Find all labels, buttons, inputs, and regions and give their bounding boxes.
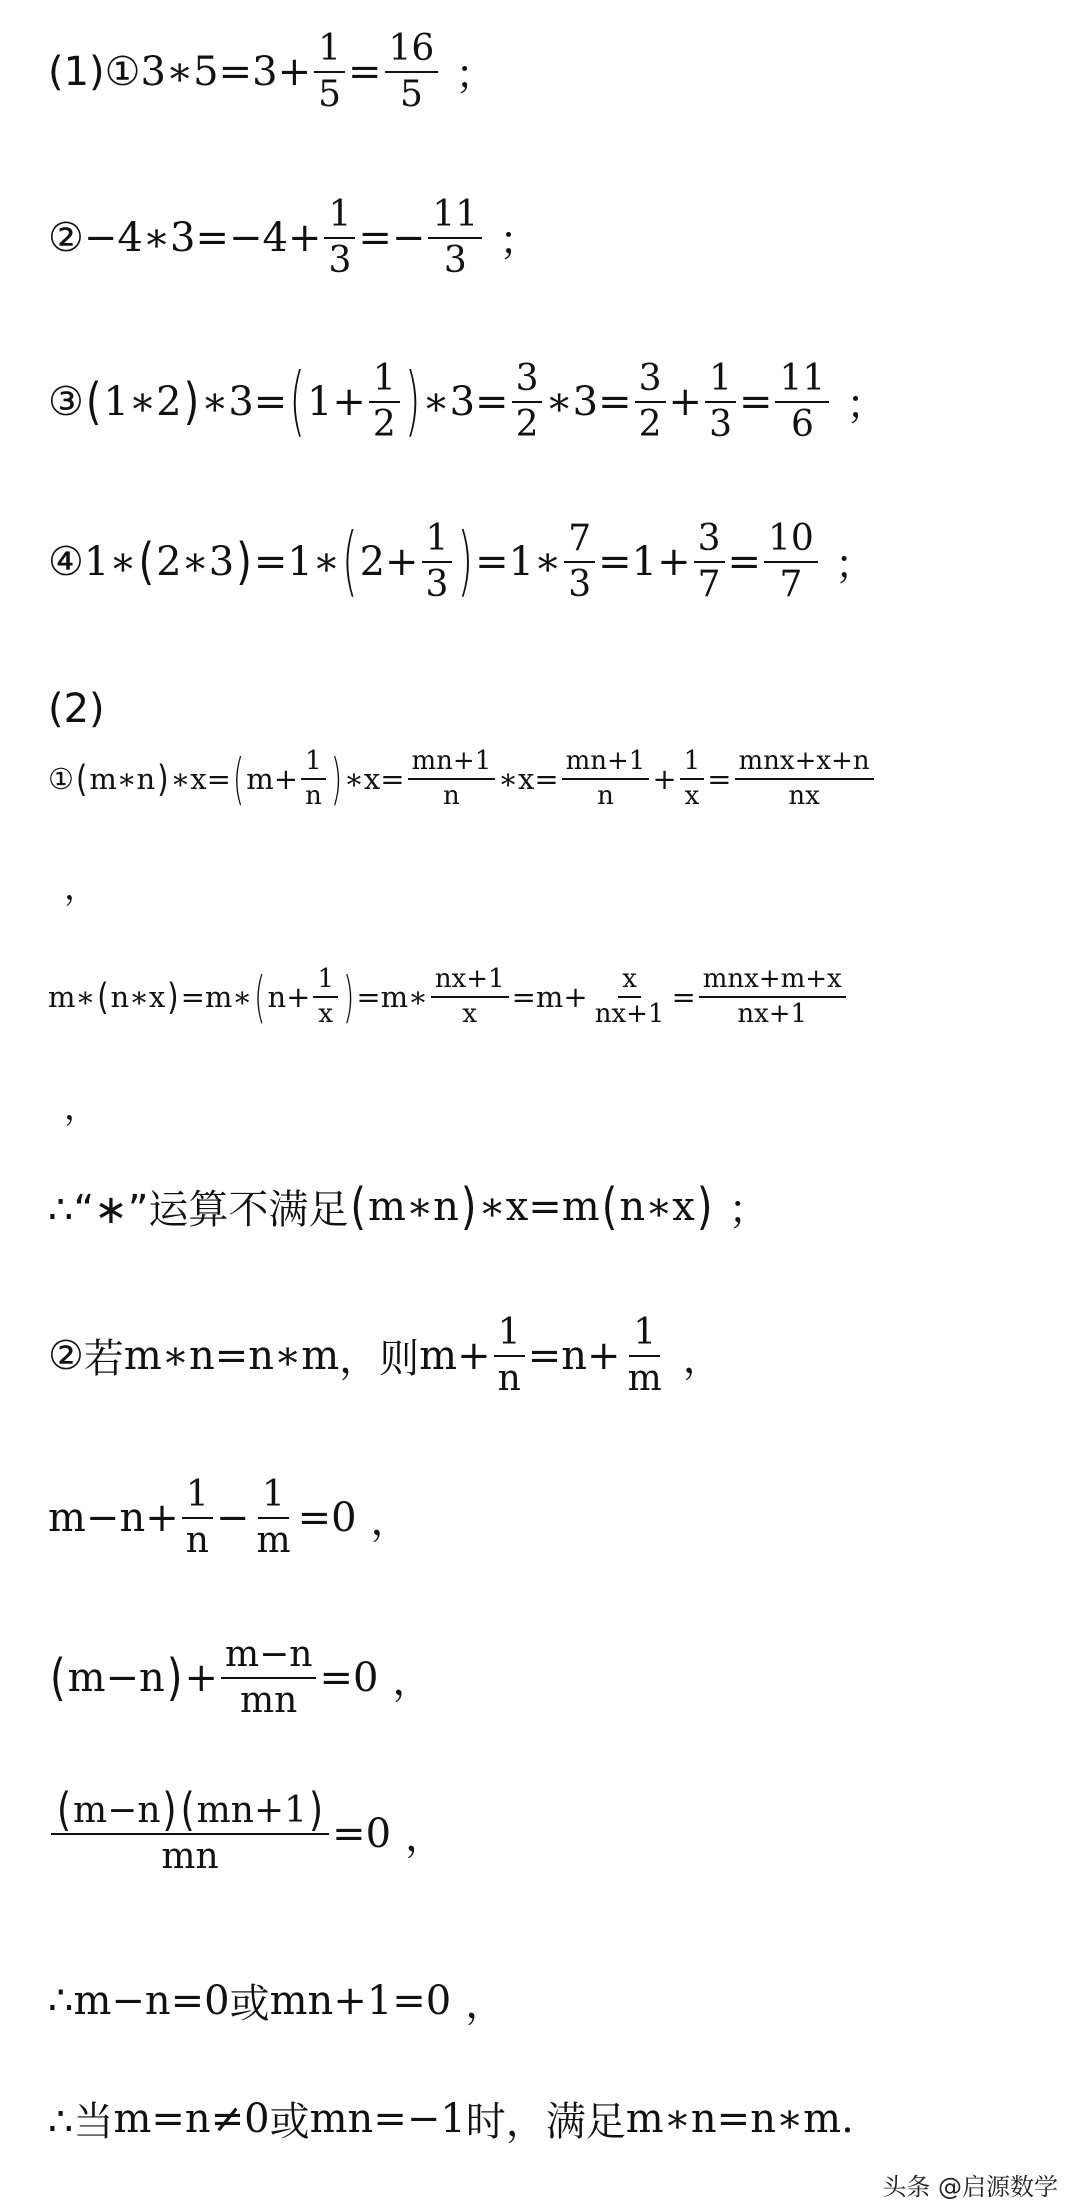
fraction: $\frac{1}{m}$ xyxy=(256,1474,291,1561)
item-number: ① xyxy=(48,762,74,797)
fraction: $\frac{3}{2}$ xyxy=(635,360,666,444)
fraction: $\frac{\text{mnx+x+n}}{nx}$ xyxy=(735,748,874,811)
expr: 1+ xyxy=(306,378,366,425)
fraction: $\frac{1}{3}$ xyxy=(422,520,453,604)
part2-line6: ( m−n ) + $\frac{m-n}{mn}$ =0 ， xyxy=(50,1634,433,1721)
expr: m−n xyxy=(67,1654,165,1701)
part2-line4 xyxy=(48,1314,723,1398)
fraction: $\frac{mn+1}{n}$ xyxy=(562,748,650,811)
fraction: $\frac{1}{x}$ xyxy=(680,748,705,811)
expr: m∗n=n∗m xyxy=(123,1332,340,1379)
fraction: $\frac{16}{5}$ xyxy=(385,30,439,114)
expr: ∴ xyxy=(48,1977,74,2024)
expr: mn=−1 xyxy=(309,2095,466,2142)
expr: ∗3= xyxy=(422,378,509,425)
expr: =1+ xyxy=(598,538,691,585)
part2-line9 xyxy=(48,2090,854,2147)
expr: = xyxy=(348,48,382,95)
text: ∴当 xyxy=(48,2099,114,2145)
expr: + xyxy=(668,378,703,425)
fraction: $\frac{11}{6}$ xyxy=(775,360,829,444)
expr: ∗x= xyxy=(498,762,559,797)
fraction: $\frac{x}{nx+1}$ xyxy=(594,964,665,1030)
part2-line7 xyxy=(48,1784,446,1877)
fraction: $\frac{mn+1}{n}$ xyxy=(408,748,496,811)
fraction: $\frac{m-n}{mn}$ xyxy=(221,1636,317,1720)
watermark-footer: 头条 @启源数学 xyxy=(882,2173,1058,2201)
expr: =0 xyxy=(319,1654,379,1701)
punct: ； xyxy=(728,1187,769,1233)
text: 或 xyxy=(229,1981,270,2027)
comma: ， xyxy=(64,1088,98,1128)
expr: m−n+ xyxy=(48,1494,179,1541)
expr: + xyxy=(184,1654,218,1701)
part2-line1: ① ( m∗n ) ∗x= ( m+ $\frac{1}{n}$ ) ∗x= $\frac{mn+1}{n}$ ∗x= $\frac{mn+1}{n}$ + $\frac{1}{x}$ = $\frac{\text{mnx+x+n}}{nx}$ xyxy=(48,748,877,811)
fraction: $\frac{1}{m}$ xyxy=(627,1312,662,1399)
expr: = xyxy=(707,762,732,797)
expr: m+ xyxy=(246,762,299,797)
expr: − xyxy=(215,1494,250,1541)
fraction: $\frac{\text{mnx+m+x}}{nx+1}$ xyxy=(699,966,846,1029)
item-number: ④ xyxy=(48,538,84,585)
punct: ， xyxy=(370,1498,411,1545)
expr: = xyxy=(738,378,773,425)
item-number: ③ xyxy=(48,378,84,425)
punct: ； xyxy=(846,382,887,429)
expr: n∗x xyxy=(619,1183,695,1230)
fraction: $\frac{1}{n}$ xyxy=(494,1314,525,1398)
expr: −4∗3=−4+ xyxy=(83,214,322,261)
fraction: $\frac{1}{n}$ xyxy=(182,1476,213,1560)
punct: ； xyxy=(834,542,875,589)
expr: m∗n=n∗m. xyxy=(625,2095,854,2142)
part2-line3: ∴“∗”运算不满足 ( m∗n ) ∗x=m ( n∗x ) ； xyxy=(48,1177,769,1236)
expr: m−n=0 xyxy=(73,1977,230,2024)
expr: =1∗ xyxy=(475,538,562,585)
part1-label: (1) xyxy=(48,48,105,95)
punct: ， xyxy=(465,1981,506,2027)
fraction: $\frac{1}{3}$ xyxy=(324,196,355,280)
expr: =n+ xyxy=(527,1332,621,1379)
punct: ； xyxy=(499,218,540,265)
expr: 1∗ xyxy=(83,538,137,585)
expr: n+ xyxy=(267,980,311,1015)
fraction: $\frac{1}{2}$ xyxy=(369,360,400,444)
punct: ， xyxy=(682,1336,723,1383)
text: ，则 xyxy=(339,1336,420,1383)
expr: mn+1=0 xyxy=(269,1977,452,2024)
expr: + xyxy=(652,762,677,797)
expr: 2∗3 xyxy=(156,538,235,585)
part2-line5 xyxy=(48,1476,411,1560)
expr: 1∗2 xyxy=(103,378,182,425)
expr: m∗ xyxy=(48,980,96,1015)
fraction: $\frac{nx+1}{x}$ xyxy=(431,966,509,1029)
comma: ， xyxy=(64,868,98,908)
expr: m+ xyxy=(419,1332,491,1379)
expr: ∗3= xyxy=(545,378,632,425)
expr: =− xyxy=(358,214,426,261)
expr: m=n≠0 xyxy=(113,2095,270,2142)
expr: ∗x= xyxy=(170,762,231,797)
fraction: $\frac{11}{3}$ xyxy=(428,196,482,280)
expr: m∗n xyxy=(89,762,156,797)
fraction: $\frac{10}{7}$ xyxy=(764,520,818,604)
expr: =m∗ xyxy=(180,980,253,1015)
text: 若 xyxy=(83,1336,124,1383)
punct: ， xyxy=(405,1814,446,1861)
expr: ∗3= xyxy=(201,378,288,425)
expr: =0 xyxy=(297,1494,357,1541)
fraction: $\frac{(m-n) (mn+1)}{mn}$ xyxy=(51,1792,329,1876)
fraction: $\frac{1}{x}$ xyxy=(313,966,338,1029)
item-number: ② xyxy=(48,214,84,261)
expr: =0 xyxy=(332,1810,392,1857)
item-number: ① xyxy=(104,48,141,95)
expr: =1∗ xyxy=(253,538,340,585)
part1-item1 xyxy=(48,30,495,114)
expr: = xyxy=(727,538,762,585)
text: ∴“∗”运算不满足 xyxy=(48,1187,349,1233)
expr: =m+ xyxy=(511,980,588,1015)
text: 时，满足 xyxy=(465,2099,626,2145)
punct: ， xyxy=(392,1658,433,1705)
text: 或 xyxy=(269,2099,310,2145)
fraction: $\frac{7}{3}$ xyxy=(564,520,595,604)
expr: ∗x= xyxy=(344,762,405,797)
part2-line8 xyxy=(48,1972,505,2029)
expr: 2+ xyxy=(359,538,419,585)
punct: ； xyxy=(455,52,496,99)
expr: 3∗5=3+ xyxy=(140,48,312,95)
part2-label: (2) xyxy=(48,686,105,732)
expr: ∗x=m xyxy=(478,1183,600,1230)
part2-line2: m∗ ( n∗x ) =m∗ ( n+ $\frac{1}{x}$ ) =m∗ $\frac{nx+1}{x}$ =m+ $\frac{x}{nx+1}$ = $\frac{\text{mnx+m+x}}{nx+1}$ xyxy=(48,966,849,1029)
fraction: $\frac{3}{2}$ xyxy=(512,360,543,444)
part1-item3: ③ ( 1∗2 ) ∗3= ( 1+ $\frac{1}{2}$ ) ∗3= $\frac{3}{2}$ ∗3= $\frac{3}{2}$ + $\frac{1}{3}$ = $\frac{11}{6}$ ； xyxy=(48,358,887,446)
part1-item4: ④ 1∗ ( 2∗3 ) =1∗ ( 2+ $\frac{1}{3}$ ) =1∗ $\frac{7}{3}$ =1+ $\frac{3}{7}$ = $\frac{10}{7}$ ； xyxy=(48,518,875,606)
expr: = xyxy=(671,980,696,1015)
item-number: ② xyxy=(48,1332,84,1379)
part1-item2 xyxy=(48,196,539,280)
expr: m∗n xyxy=(368,1183,459,1230)
expr: n∗x xyxy=(110,980,166,1015)
fraction: $\frac{3}{7}$ xyxy=(694,520,725,604)
expr: =m∗ xyxy=(356,980,428,1015)
fraction: $\frac{1}{3}$ xyxy=(705,360,736,444)
fraction: $\frac{1}{5}$ xyxy=(314,30,345,114)
fraction: $\frac{1}{n}$ xyxy=(301,748,326,811)
